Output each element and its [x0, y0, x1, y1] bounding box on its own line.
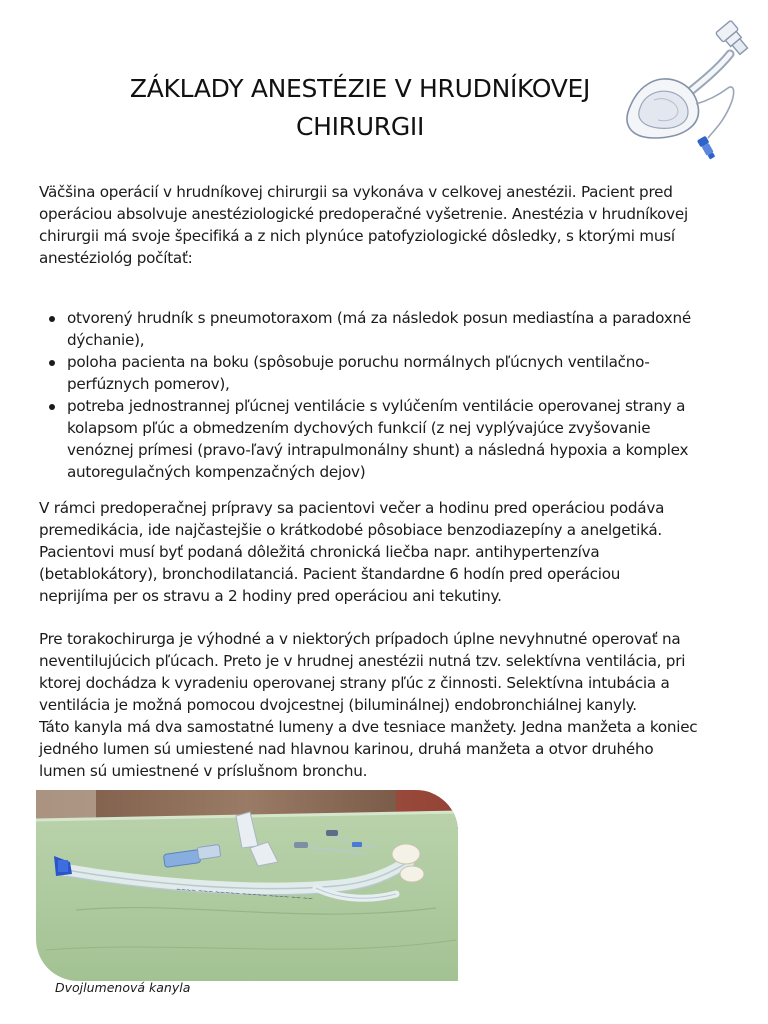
ventilation-line: Pre torakochirurga je výhodné a v niektorých prípadoch úplne nevyhnutné operovať na: [39, 630, 681, 648]
premedication-line: Pacientovi musí byť podaná dôležitá chronická liečba napr. antihypertenzíva: [39, 543, 600, 561]
double-lumen-tube-photo: [36, 790, 458, 981]
list-item-line: dýchanie),: [67, 331, 145, 349]
ventilation-line: jedného lumen sú umiestené nad hlavnou karinou, druhá manžeta a otvor druhého: [39, 740, 654, 758]
bullet-dot-icon: [49, 404, 55, 410]
list-item-line: autoregulačných kompenzačných dejov): [67, 463, 366, 481]
bullet-dot-icon: [49, 360, 55, 366]
list-item-line: kolapsom pľúc a obmedzením dychových funkcií (z nej vyplývajúce zvyšovanie: [67, 419, 651, 437]
intro-line: chirurgii má svoje špecifiká a z nich plynúce patofyziologické dôsledky, s ktorými musí: [39, 227, 675, 245]
premedication-paragraph: [39, 497, 739, 607]
list-item-line: venóznej prímesi (pravo-ľavý intrapulmonálny shunt) a následná hypoxia a komplex: [67, 441, 689, 459]
intro-paragraph: [39, 181, 739, 269]
ventilation-line: ventilácia je možná pomocou dvojcestnej (biluminálnej) endobronchiálnej kanyly.: [39, 696, 637, 714]
ventilation-line: neventilujúcich pľúcach. Preto je v hrudnej anestézii nutná tzv. selektívna ventilácia, pri: [39, 652, 686, 670]
intro-line: Väčšina operácií v hrudníkovej chirurgii sa vykonáva v celkovej anestézii. Pacient pred: [39, 183, 673, 201]
page-title: [60, 70, 660, 146]
list-item-line: perfúznych pomerov),: [67, 375, 230, 393]
list-item: [39, 395, 739, 483]
list-item: [39, 351, 739, 395]
bullet-dot-icon: [49, 316, 55, 322]
ventilation-line: ktorej dochádza k vyradeniu operovanej strany pľúc z činnosti. Selektívna intubácia a: [39, 674, 670, 692]
laryngeal-mask-icon: [618, 14, 760, 166]
list-item-line: otvorený hrudník s pneumotoraxom (má za následok posun mediastína a paradoxné: [67, 309, 691, 327]
list-item-line: poloha pacienta na boku (spôsobuje poruchu normálnych pľúcnych ventilačno-: [67, 353, 650, 371]
premedication-line: (betablokátory), bronchodilatanciá. Pacient štandardne 6 hodín pred operáciou: [39, 565, 621, 583]
consequences-list: [39, 307, 739, 483]
list-item-line: potreba jednostrannej pľúcnej ventilácie s vylúčením ventilácie operovanej strany a: [67, 397, 686, 415]
ventilation-paragraph: [39, 628, 739, 782]
premedication-line: premedikácia, ide najčastejšie o krátkodobé pôsobiace benzodiazepíny a anelgetiká.: [39, 521, 662, 539]
page-title-line-2: CHIRURGII: [295, 112, 425, 141]
intro-line: anestéziológ počítať:: [39, 249, 193, 267]
intro-line: operáciou absolvuje anestéziologické predoperačné vyšetrenie. Anestézia v hrudníkovej: [39, 205, 688, 223]
premedication-line: neprijíma per os stravu a 2 hodiny pred operáciou ani tekutiny.: [39, 587, 502, 605]
premedication-line: V rámci predoperačnej prípravy sa pacientovi večer a hodinu pred operáciou podáva: [39, 499, 665, 517]
list-item: [39, 307, 739, 351]
ventilation-line: lumen sú umiestnené v príslušnom bronchu.: [39, 762, 368, 780]
photo-caption: Dvojlumenová kanyla: [55, 980, 191, 995]
svg-text:~~~~ ~~~ ~~~~~ ~~~~~ ~~~~ ~~ ~: ~~~~ ~~~ ~~~~~ ~~~~~ ~~~~ ~~ ~~: [175, 886, 314, 903]
ventilation-line: Táto kanyla má dva samostatné lumeny a dve tesniace manžety. Jedna manžeta a koniec: [39, 718, 698, 736]
page-title-line-1: ZÁKLADY ANESTÉZIE V HRUDNÍKOVEJ: [129, 74, 591, 103]
